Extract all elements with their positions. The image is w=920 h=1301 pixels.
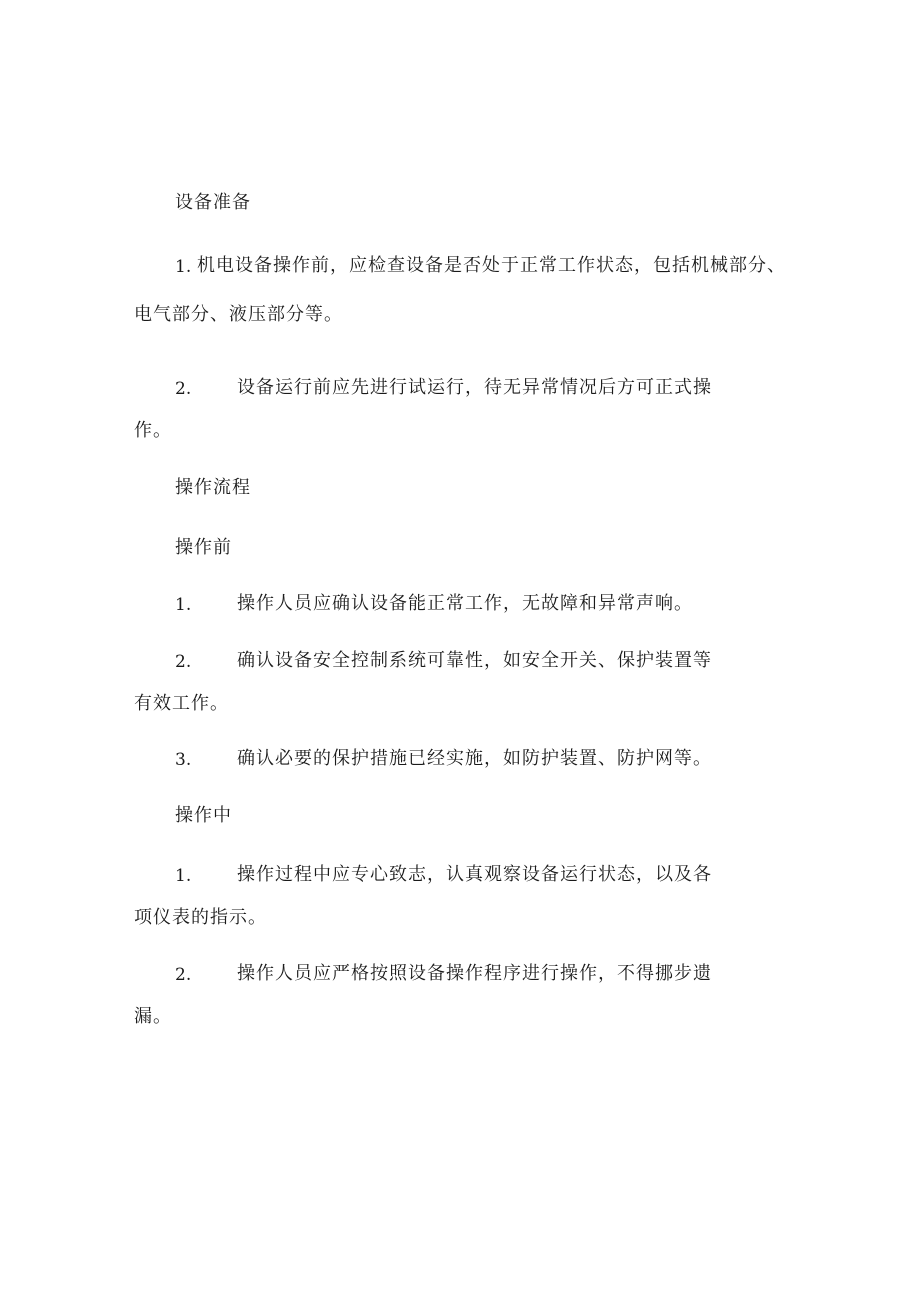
during-item-2-number: 2. xyxy=(175,965,192,985)
prep-item-1-line1: 机电设备操作前，应检查设备是否处于正常工作状态，包括机械部分、 xyxy=(197,255,786,276)
section-title-during: 操作中 xyxy=(175,805,232,826)
section-title-before: 操作前 xyxy=(175,537,232,558)
during-item-2-line2: 漏。 xyxy=(134,1006,172,1027)
before-item-2-line2: 有效工作。 xyxy=(134,693,229,714)
section-title-prep: 设备准备 xyxy=(175,192,251,213)
during-item-1-number: 1. xyxy=(175,866,192,886)
before-item-3-number: 3. xyxy=(175,750,192,770)
prep-item-1-line2: 电气部分、液压部分等。 xyxy=(134,304,343,325)
during-item-1-line2: 项仪表的指示。 xyxy=(134,907,267,928)
prep-item-2-line2: 作。 xyxy=(134,420,172,441)
prep-item-2-line1: 设备运行前应先进行试运行，待无异常情况后方可正式操 xyxy=(237,377,712,398)
during-item-1-line1: 操作过程中应专心致志，认真观察设备运行状态，以及各 xyxy=(237,864,712,885)
during-item-2-line1: 操作人员应严格按照设备操作程序进行操作，不得挪步遗 xyxy=(237,963,712,984)
prep-item-2-number: 2. xyxy=(175,379,192,399)
before-item-2-number: 2. xyxy=(175,652,192,672)
before-item-1-number: 1. xyxy=(175,595,192,615)
prep-item-1-number: 1. xyxy=(175,257,192,277)
before-item-3-line1: 确认必要的保护措施已经实施，如防护装置、防护网等。 xyxy=(237,748,712,769)
section-title-flow: 操作流程 xyxy=(175,477,251,498)
before-item-1-line1: 操作人员应确认设备能正常工作，无故障和异常声响。 xyxy=(237,593,693,614)
before-item-2-line1: 确认设备安全控制系统可靠性，如安全开关、保护装置等 xyxy=(237,650,712,671)
